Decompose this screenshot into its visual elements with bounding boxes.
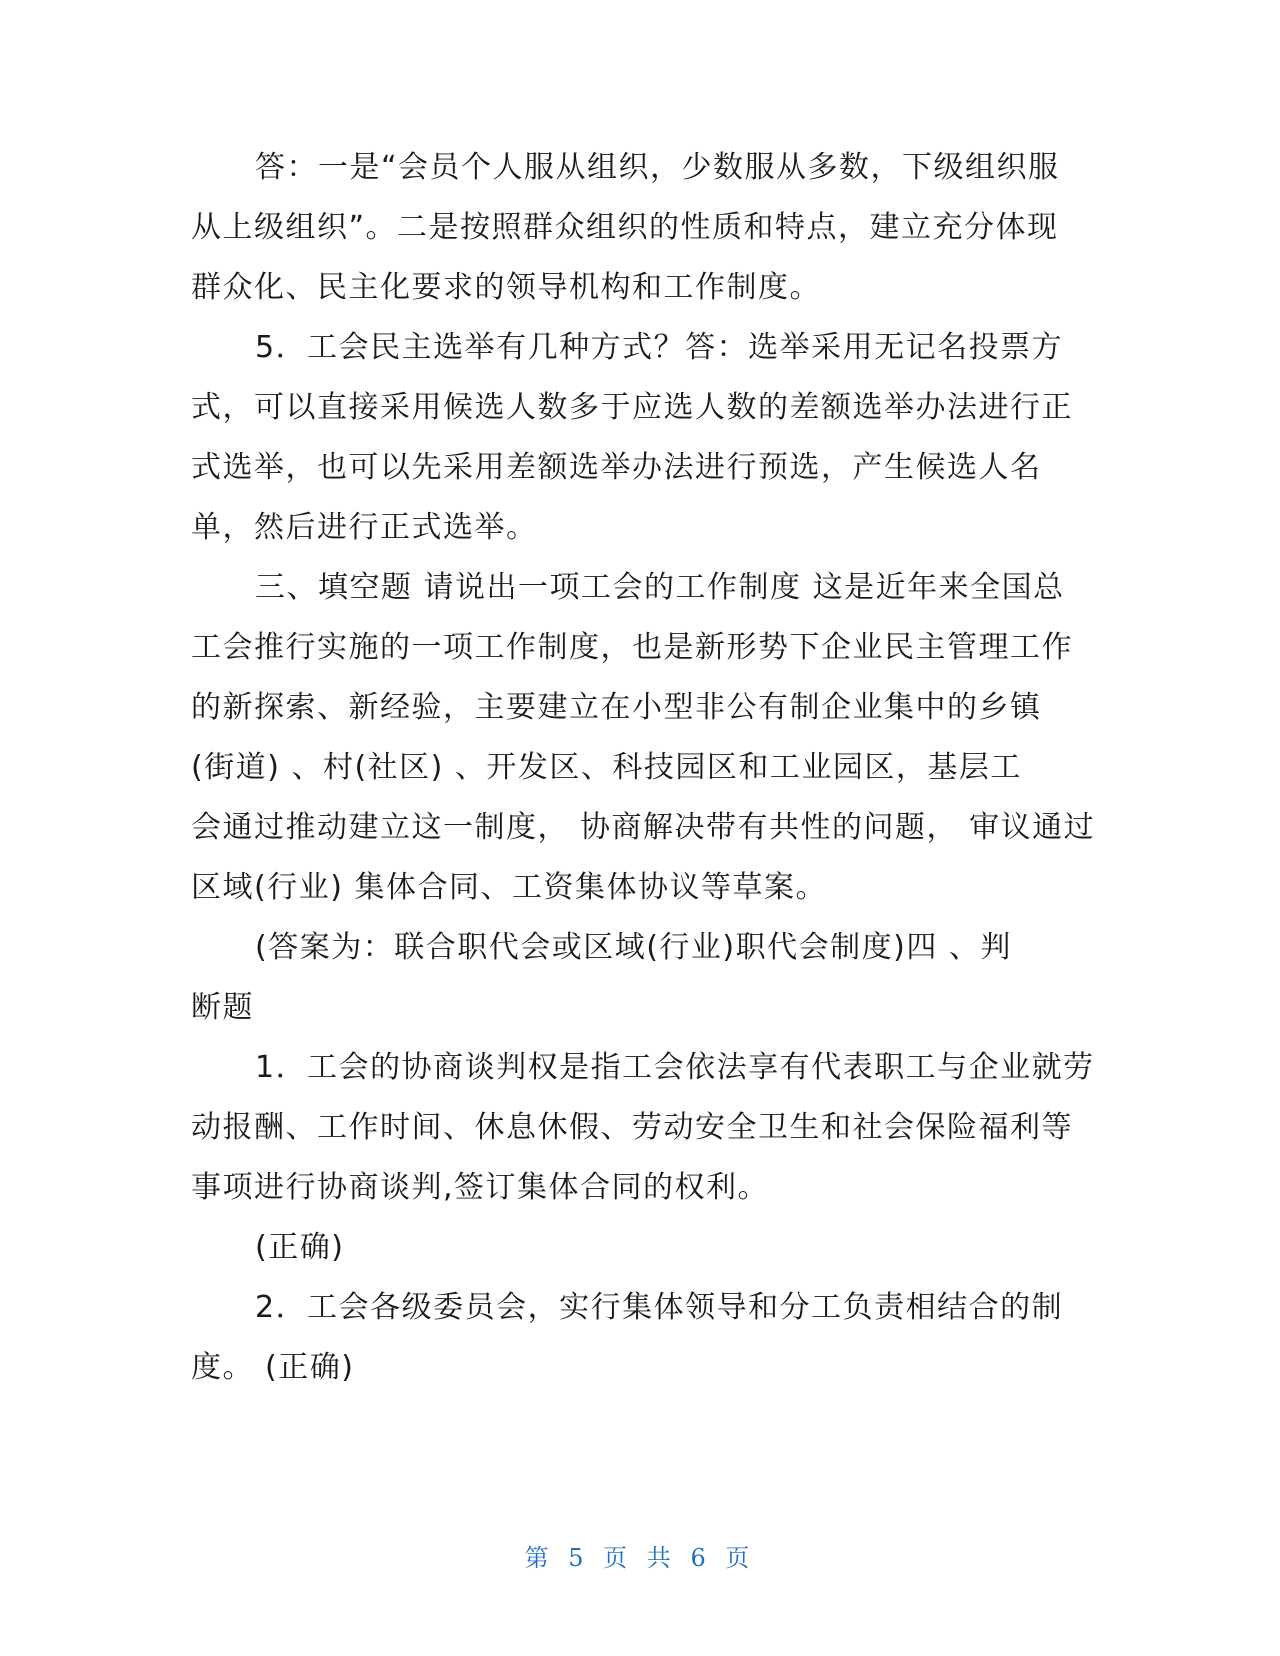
text-line: 断题: [191, 990, 254, 1025]
text-line: 单，然后进行正式选举。: [191, 510, 538, 545]
text-line: (答案为：联合职代会或区域(行业)职代会制度)四 、判: [255, 930, 1012, 965]
text-line: 动报酬、工作时间、休息休假、劳动安全卫生和社会保险福利等: [191, 1110, 1073, 1145]
text-line: 工会推行实施的一项工作制度，也是新形势下企业民主管理工作: [191, 630, 1073, 665]
text-line: 事项进行协商谈判,签订集体合同的权利。: [191, 1170, 770, 1205]
text-line: 式，可以直接采用候选人数多于应选人数的差额选举办法进行正: [191, 390, 1073, 425]
text-line: 2．工会各级委员会，实行集体领导和分工负责相结合的制: [255, 1290, 1064, 1325]
text-line: 5．工会民主选举有几种方式？答：选举采用无记名投票方: [255, 330, 1064, 365]
text-line: 式选举，也可以先采用差额选举办法进行预选，产生候选人名: [191, 450, 1042, 485]
text-line: 区域(行业) 集体合同、工资集体协议等草案。: [191, 870, 827, 905]
text-line: 的新探索、新经验，主要建立在小型非公有制企业集中的乡镇: [191, 690, 1042, 725]
text-line: 群众化、民主化要求的领导机构和工作制度。: [191, 270, 821, 305]
text-line: (正确): [255, 1230, 345, 1265]
text-line: 三、填空题 请说出一项工会的工作制度 这是近年来全国总: [255, 570, 1065, 605]
page-number-footer: 第 5 页 共 6 页: [524, 1544, 756, 1572]
text-line: 答：一是“会员个人服从组织，少数服从多数，下级组织服: [255, 150, 1060, 185]
text-line: 从上级组织”。二是按照群众组织的性质和特点，建立充分体现: [191, 210, 1059, 245]
document-body: [191, 138, 1096, 1398]
text-line: 1．工会的协商谈判权是指工会依法享有代表职工与企业就劳: [255, 1050, 1095, 1085]
text-line: (街道) 、村(社区) 、开发区、科技园区和工业园区，基层工: [191, 750, 1022, 785]
text-line: 会通过推动建立这一制度， 协商解决带有共性的问题， 审议通过: [191, 810, 1096, 845]
text-line: 度。 (正确): [191, 1350, 355, 1385]
